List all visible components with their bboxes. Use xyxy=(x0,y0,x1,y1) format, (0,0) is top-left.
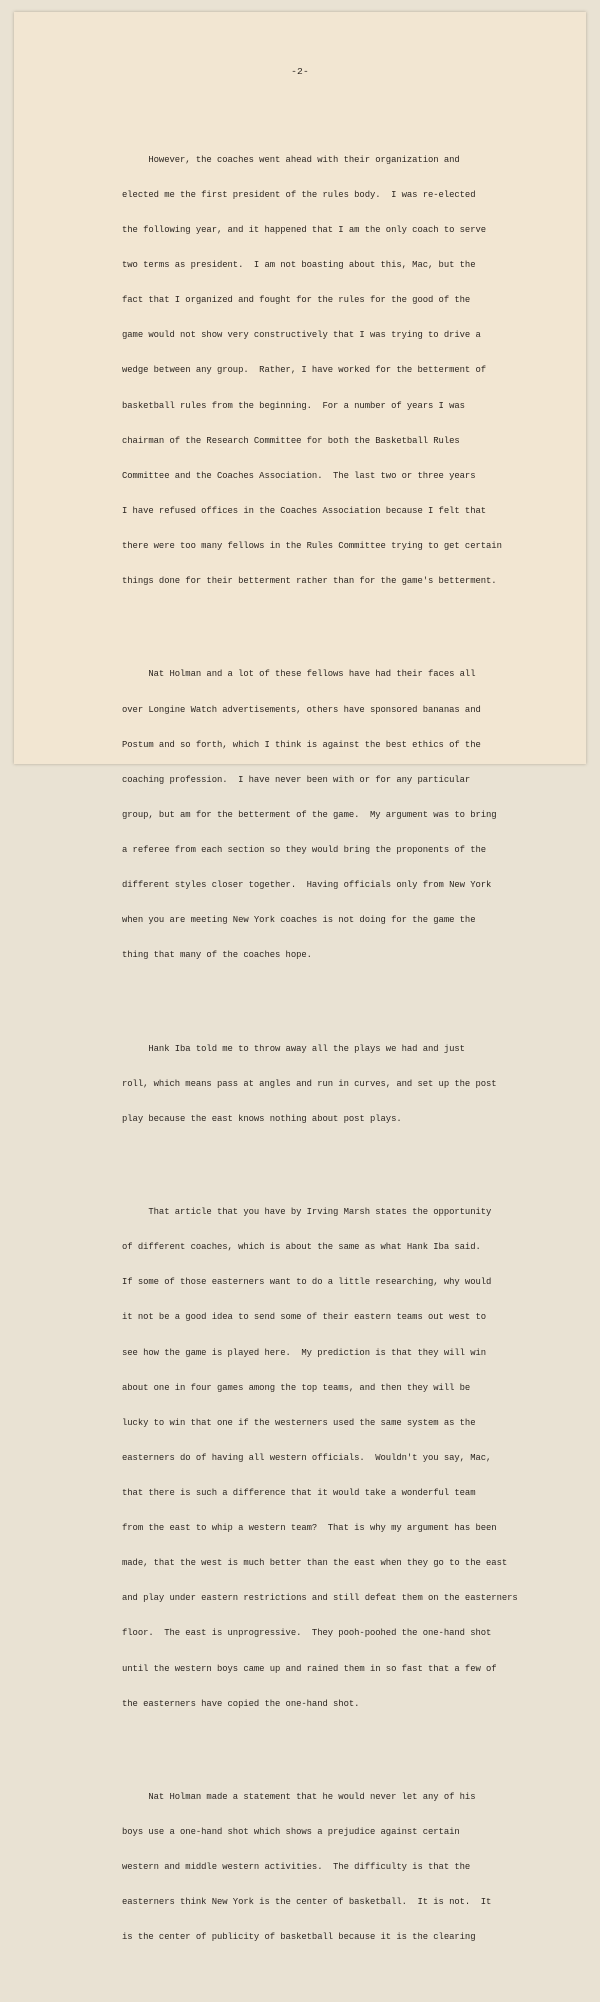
text-line: of different coaches, which is about the same as what Hank Iba said. xyxy=(122,1242,481,1253)
text-line: a referee from each section so they would bring the proponents of the xyxy=(122,844,487,855)
text-line: is the center of publicity of basketball because it is the clearing xyxy=(122,1932,476,1943)
text-line: Hank Iba told me to throw away all the plays we had and just xyxy=(122,1043,465,1054)
text-line: thing that many of the coaches hope. xyxy=(122,950,312,961)
text-line: basketball rules from the beginning. For a number of years I was xyxy=(122,400,465,411)
text-line: group, but am for the betterment of the game. My argument was to bring xyxy=(122,809,497,820)
text-line: coaching profession. I have never been with or for any particular xyxy=(122,774,471,785)
text-line: from the east to whip a western team? That is why my argument has been xyxy=(122,1523,497,1534)
paragraph-3 xyxy=(122,1020,552,1149)
text-line: I have refused offices in the Coaches Association because I felt that xyxy=(122,505,487,516)
text-line: However, the coaches went ahead with their organization and xyxy=(122,154,460,165)
text-line: there were too many fellows in the Rules Committee trying to get certain xyxy=(122,541,502,552)
text-line: the following year, and it happened that I am the only coach to serve xyxy=(122,225,487,236)
text-line: game would not show very constructively that I was trying to drive a xyxy=(122,330,481,341)
text-line: things done for their betterment rather than for the game's betterment. xyxy=(122,576,497,587)
text-line: it not be a good idea to send some of their eastern teams out west to xyxy=(122,1312,487,1323)
text-line: boys use a one-hand shot which shows a prejudice against certain xyxy=(122,1827,460,1838)
paragraph-4 xyxy=(122,1184,552,1734)
text-line: roll, which means pass at angles and run in curves, and set up the post xyxy=(122,1078,497,1089)
text-line: when you are meeting New York coaches is not doing for the game the xyxy=(122,915,476,926)
paragraph-2 xyxy=(122,646,552,985)
text-line: two terms as president. I am not boasting about this, Mac, but the xyxy=(122,260,476,271)
text-line: different styles closer together. Having officials only from New York xyxy=(122,880,492,891)
letter-body xyxy=(122,108,552,2002)
text-line: see how the game is played here. My prediction is that they will win xyxy=(122,1347,487,1358)
text-line: lucky to win that one if the westerners used the same system as the xyxy=(122,1417,476,1428)
text-line: chairman of the Research Committee for both the Basketball Rules xyxy=(122,435,460,446)
document-page xyxy=(14,12,586,1943)
text-line: the easterners have copied the one-hand shot. xyxy=(122,1698,360,1709)
text-line: If some of those easterners want to do a little researching, why would xyxy=(122,1277,492,1288)
text-line: That article that you have by Irving Marsh states the opportunity xyxy=(122,1207,492,1218)
text-line: Nat Holman and a lot of these fellows have had their faces all xyxy=(122,669,476,680)
text-line: and play under eastern restrictions and still defeat them on the easterners xyxy=(122,1593,518,1604)
text-line: easterners do of having all western officials. Wouldn't you say, Mac, xyxy=(122,1452,492,1463)
text-line: made, that the west is much better than the east when they go to the east xyxy=(122,1558,508,1569)
text-line: play because the east knows nothing about post plays. xyxy=(122,1113,402,1124)
paragraph-5 xyxy=(122,1769,552,1968)
paragraph-1 xyxy=(122,131,552,611)
text-line: Nat Holman made a statement that he would never let any of his xyxy=(122,1792,476,1802)
text-line: about one in four games among the top teams, and then they will be xyxy=(122,1382,471,1393)
text-line: fact that I organized and fought for the rules for the good of the xyxy=(122,295,471,306)
text-line: until the western boys came up and rained them in so fast that a few of xyxy=(122,1663,497,1674)
text-line: elected me the first president of the rules body. I was re-elected xyxy=(122,189,476,200)
text-line: Committee and the Coaches Association. The last two or three years xyxy=(122,470,476,481)
text-line: over Longine Watch advertisements, others have sponsored bananas and xyxy=(122,704,481,715)
text-line: floor. The east is unprogressive. They pooh-poohed the one-hand shot xyxy=(122,1628,492,1639)
text-line: Postum and so forth, which I think is against the best ethics of the xyxy=(122,739,481,750)
text-line: easterners think New York is the center of basketball. It is not. It xyxy=(122,1897,492,1908)
text-line: that there is such a difference that it would take a wonderful team xyxy=(122,1488,476,1499)
page-number: -2- xyxy=(291,66,309,77)
text-line: wedge between any group. Rather, I have worked for the betterment of xyxy=(122,365,487,376)
text-line: western and middle western activities. The difficulty is that the xyxy=(122,1862,471,1873)
